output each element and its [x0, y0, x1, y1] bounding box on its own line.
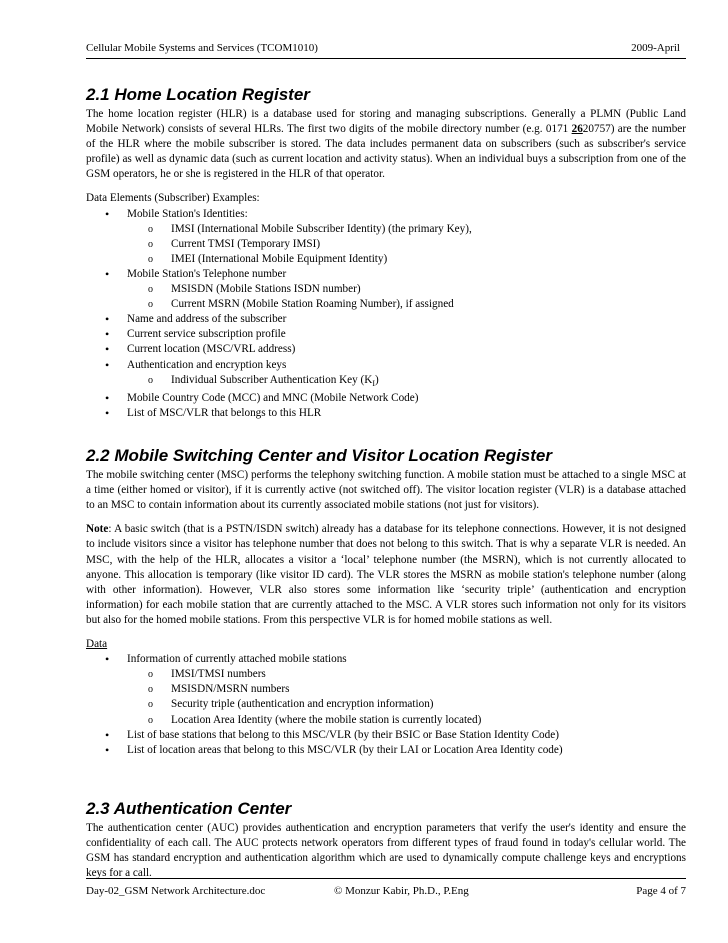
data-heading: [86, 637, 686, 652]
list-item-text: Information of currently attached mobile stations: [127, 653, 347, 666]
section-2-3-paragraph: The authentication center (AUC) provides authentication and encryption parameters that verify the user's identity and ensure the confidentiality of each call. The AUC protects network operators from different types of fraud found in today's cellular world. The GSM has standard encryption and authentication algorithm which are used to dynamically compute challenge keys and encryptions keys for a call.: [86, 821, 686, 880]
list-item: • Current location (MSC/VRL address): [86, 342, 686, 357]
sub-list: [127, 373, 686, 391]
section-2-2-title: 2.2 Mobile Switching Center and Visitor Location Register: [86, 446, 552, 466]
page-footer: [86, 878, 686, 897]
list-item: • Current service subscription profile: [86, 327, 686, 342]
sub-list: [127, 667, 686, 727]
footer-author: © Monzur Kabir, Ph.D., P.Eng: [334, 885, 469, 897]
section-2-1-title: 2.1 Home Location Register: [86, 85, 310, 104]
section-2-1-paragraph: [86, 107, 686, 182]
section-2-3-title: 2.3 Authentication Center: [86, 798, 292, 818]
list-item-text: Authentication and encryption keys: [127, 358, 287, 371]
data-label: Data: [86, 638, 108, 651]
sub-list: [127, 222, 686, 267]
list-item: [86, 207, 686, 267]
list-item: • Name and address of the subscriber: [86, 312, 686, 327]
list-item: • Mobile Country Code (MCC) and MNC (Mobile Network Code): [86, 391, 686, 406]
data-elements-intro: Data Elements (Subscriber) Examples:: [86, 192, 260, 205]
hlr-digits: 26: [571, 123, 583, 136]
sub-list-item: o IMEI (International Mobile Equipment Identity): [127, 252, 686, 267]
list-item: • List of MSC/VLR that belongs to this HLR: [86, 406, 686, 421]
note-paragraph: [86, 522, 686, 628]
subscript: I: [372, 378, 376, 388]
text-run: Individual Subscriber Authentication Key (K: [171, 373, 373, 386]
footer-page-number: Page 4 of 7: [636, 885, 686, 897]
section-2-2-paragraph: The mobile switching center (MSC) performs the telephony switching function. A mobile station must be attached to a single MSC at a time (either homed or visitor), if it is currently active (not switched off). The visitor location register (VLR) is a database attached to an MSC to contain information about its currently associated mobile stations (not just for visitors).: [86, 469, 686, 512]
text-run: The home location register (HLR) is a database used for storing and managing subscriptions. Generally a PLMN (Public Land Mobile Network) consists of several HLRs. The first two digits of the mobile directory number (e.g. 0171: [86, 108, 686, 136]
sub-list-item: o MSISDN/MSRN numbers: [127, 682, 686, 697]
sub-list-item: o Current MSRN (Mobile Station Roaming Number), if assigned: [127, 297, 686, 312]
sub-list-item: o MSISDN (Mobile Stations ISDN number): [127, 282, 686, 297]
note-text: : A basic switch (that is a PSTN/ISDN switch) already has a database for its telephone connections. However, it is not designed to include visitors since a visitor has telephone number that does not belong to this switch. That is why a separate VLR is needed. An MSC, with the help of the HLR, allocates a visitor a ‘local’ telephone number (the MSRN), which is not currently allocated to anyone. This allocation is temporary (like visitor ID card). The VLR stores the MSRN as mobile station's telephone number (along with other information). However, VLR also stores some information like ‘security triple’ (authentication and encryption information) for each mobile station that are currently attached to the MSC. A VLR stores such information not only for its visitors but also for the homed mobile stations. From this perspective VLR is for homed mobile stations as well.: [86, 523, 686, 626]
vlr-data-list: [86, 652, 686, 758]
list-item: [86, 267, 686, 312]
list-item-text: Mobile Station's Telephone number: [127, 267, 287, 280]
sub-list-item: o Current TMSI (Temporary IMSI): [127, 237, 686, 252]
sub-list-item: o Security triple (authentication and encryption information): [127, 697, 686, 712]
page-header: [86, 40, 686, 59]
header-course-title: Cellular Mobile Systems and Services (TCOM1010): [86, 42, 318, 54]
sub-list-item: o IMSI (International Mobile Subscriber Identity) (the primary Key),: [127, 222, 686, 237]
sub-list-item: [127, 373, 686, 391]
list-item-text: Mobile Station's Identities:: [127, 207, 248, 220]
footer-filename: Day-02_GSM Network Architecture.doc: [86, 885, 266, 897]
list-item: • List of base stations that belong to this MSC/VLR (by their BSIC or Base Station Identity Code): [86, 728, 686, 743]
note-label: Note: [86, 523, 109, 536]
text-run: ): [375, 373, 379, 386]
text-run: 20757) are the number of the HLR where the mobile subscriber is stored. The data includes permanent data on subscribers (such as subscriber's service profile) as well as dynamic data (such as current location and activity status). When an individual buys a subscription from one of the GSM operators, he or she is registered in the HLR of that operator.: [86, 123, 686, 181]
list-item: [86, 358, 686, 391]
document-body: [86, 84, 686, 881]
list-item: [86, 652, 686, 727]
sub-list-item: o Location Area Identity (where the mobile station is currently located): [127, 713, 686, 728]
sub-list-item: o IMSI/TMSI numbers: [127, 667, 686, 682]
sub-list: [127, 282, 686, 312]
header-date: 2009-April: [631, 42, 680, 54]
list-item: • List of location areas that belong to this MSC/VLR (by their LAI or Location Area Identity code): [86, 743, 686, 758]
hlr-data-list: [86, 207, 686, 422]
